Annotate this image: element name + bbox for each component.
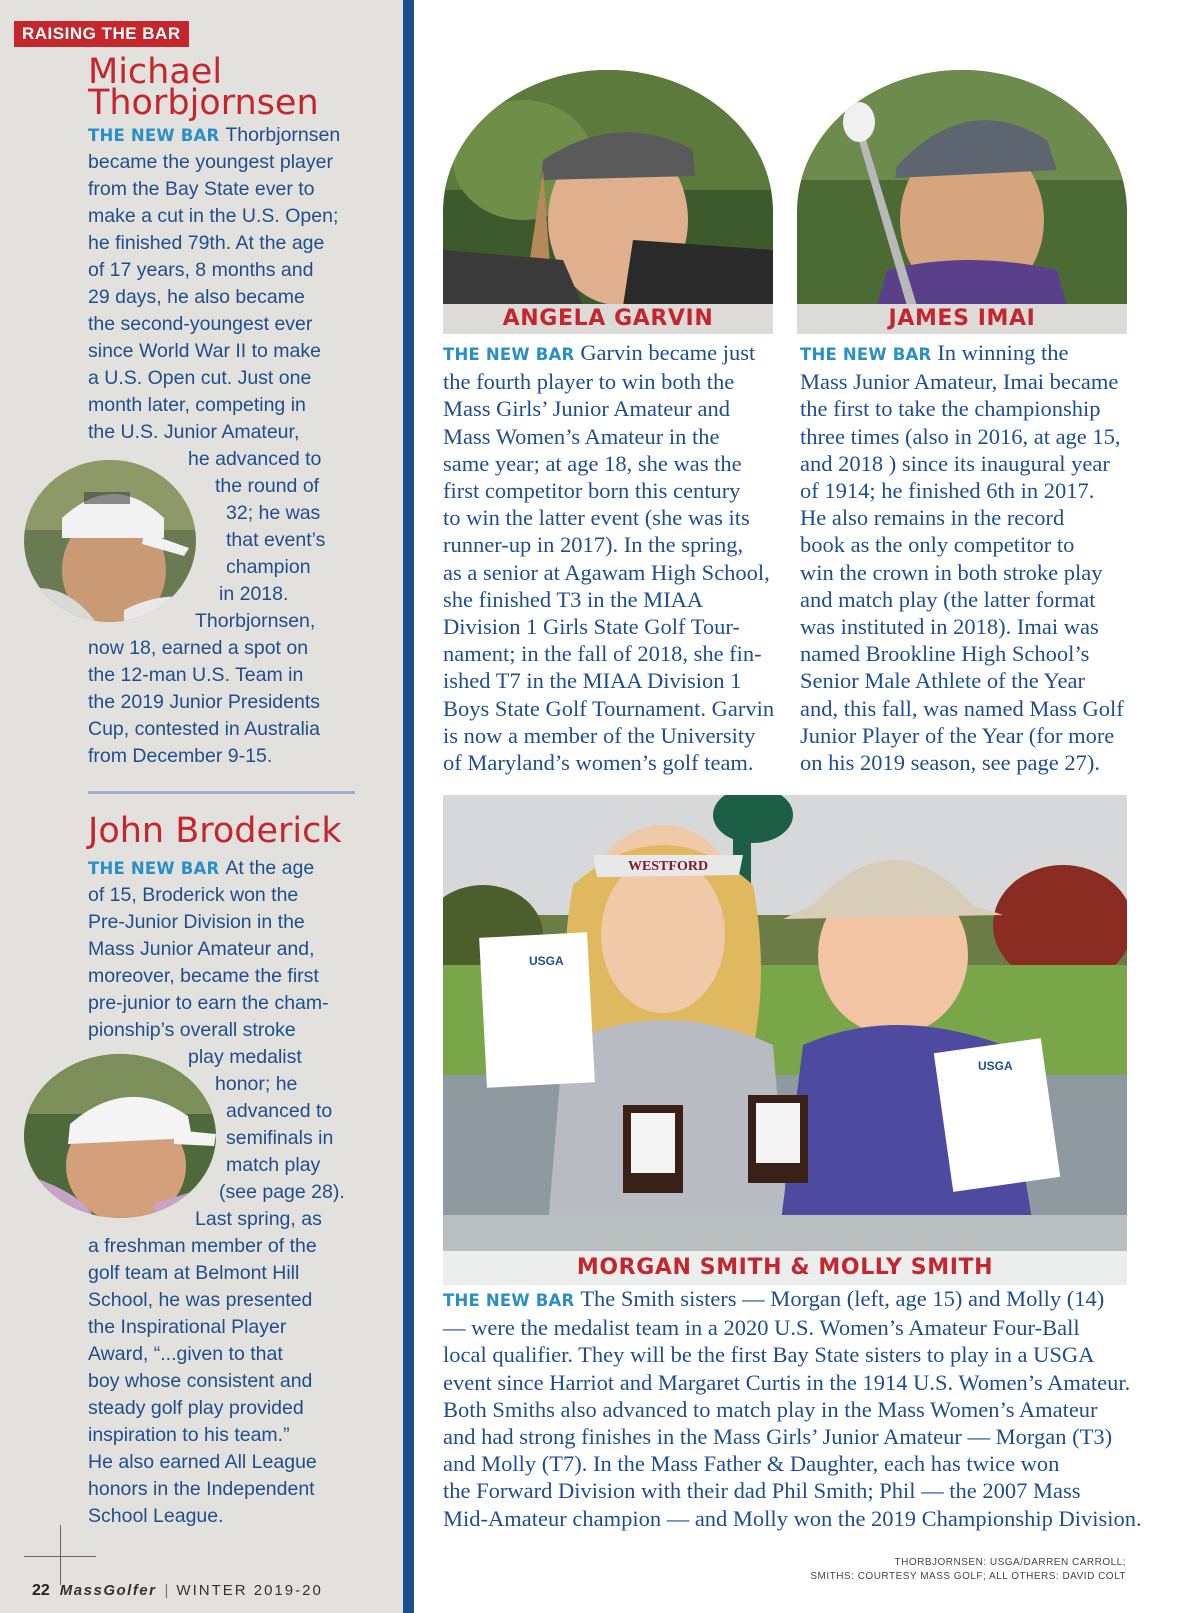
garvin-line-text: to win the latter event (she was its — [443, 505, 750, 531]
smith-line — [443, 1369, 1143, 1396]
garvin-line — [443, 368, 783, 395]
thorbjornsen-line-text: champion — [226, 556, 311, 578]
new-bar-label: THE NEW BAR — [800, 345, 938, 364]
broderick-line-text: match play — [226, 1154, 321, 1176]
issue-date: WINTER 2019-20 — [176, 1582, 323, 1599]
broderick-name: John Broderick — [88, 811, 342, 851]
broderick-line — [88, 909, 363, 936]
imai-line — [800, 395, 1140, 422]
garvin-line-text: first competitor born this century — [443, 478, 741, 504]
imai-photo — [797, 70, 1127, 306]
thorbjornsen-line — [88, 284, 363, 311]
thorbjornsen-line — [88, 689, 363, 716]
broderick-line-text: School League. — [88, 1505, 224, 1527]
imai-line-text: of 1914; he finished 6th in 2017. — [800, 478, 1095, 504]
sidebar-divider — [88, 791, 355, 794]
broderick-line — [88, 1287, 363, 1314]
broderick-line — [88, 1422, 363, 1449]
thorbjornsen-line — [88, 635, 363, 662]
smith-line — [443, 1450, 1143, 1477]
broderick-line — [88, 1314, 363, 1341]
column-rule — [403, 0, 414, 1613]
smith-line — [443, 1285, 1143, 1314]
imai-line — [800, 695, 1140, 722]
imai-line — [800, 531, 1140, 558]
broderick-line-text: golf team at Belmont Hill — [88, 1262, 300, 1284]
imai-line — [800, 586, 1140, 613]
smith-line-text: Both Smiths also advanced to match play in the Mass Women’s Amateur — [443, 1396, 1098, 1422]
new-bar-label: THE NEW BAR — [443, 345, 581, 364]
garvin-line-text: ished T7 in the MIAA Division 1 — [443, 668, 742, 694]
thorbjornsen-line-text: the 2019 Junior Presidents — [88, 691, 320, 713]
broderick-line-text: steady golf play provided — [88, 1397, 304, 1419]
imai-line-text: and 2018 ) since its inaugural year — [800, 450, 1110, 476]
broderick-line — [88, 1395, 363, 1422]
garvin-name: ANGELA GARVIN — [443, 304, 773, 334]
thorbjornsen-line-text: he finished 79th. At the age — [88, 232, 325, 254]
broderick-line-text: inspiration to his team.” — [88, 1424, 290, 1446]
garvin-line-text: runner-up in 2017). In the spring, — [443, 532, 744, 558]
broderick-line — [88, 855, 363, 882]
broderick-line-text: School, he was presented — [88, 1289, 313, 1311]
smith-line-text: The Smith sisters — Morgan (left, age 15) and Molly (14) — [580, 1286, 1105, 1311]
broderick-line-text: (see page 28). — [219, 1181, 345, 1203]
broderick-line — [88, 1449, 363, 1476]
broderick-line — [88, 1260, 363, 1287]
imai-line-text: and match play (the latter format — [800, 586, 1096, 612]
garvin-line — [443, 395, 783, 422]
imai-line — [800, 640, 1140, 667]
broderick-line — [88, 1503, 363, 1530]
thorbjornsen-line-text: since World War II to make — [88, 340, 321, 362]
garvin-line-text: Mass Women’s Amateur in the — [443, 423, 720, 449]
broderick-line — [88, 1368, 363, 1395]
thorbjornsen-line-text: of 17 years, 8 months and — [88, 259, 314, 281]
broderick-line — [88, 882, 363, 909]
garvin-line — [443, 640, 783, 667]
thorbjornsen-line — [88, 716, 363, 743]
thorbjornsen-line — [88, 392, 363, 419]
garvin-line-text: she finished T3 in the MIAA — [443, 586, 704, 612]
imai-line — [800, 339, 1140, 368]
thorbjornsen-line — [88, 365, 363, 392]
thorbjornsen-line — [88, 338, 363, 365]
garvin-line — [443, 423, 783, 450]
broderick-line-text: Award, “...given to that — [88, 1343, 283, 1365]
thorbjornsen-line-text: the U.S. Junior Amateur, — [88, 421, 300, 443]
garvin-line-text: Boys State Golf Tournament. Garvin — [443, 695, 775, 721]
broderick-line-text: boy whose consistent and — [88, 1370, 313, 1392]
broderick-line-text: Pre-Junior Division in the — [88, 911, 305, 933]
garvin-line-text: as a senior at Agawam High School, — [443, 559, 770, 585]
smith-line — [443, 1341, 1143, 1368]
imai-name: JAMES IMAI — [797, 304, 1127, 334]
new-bar-label: THE NEW BAR — [443, 1291, 581, 1310]
thorbjornsen-line-text: a U.S. Open cut. Just one — [88, 367, 312, 389]
imai-line-text: the first to take the championship — [800, 396, 1101, 422]
thorbjornsen-line-text: Cup, contested in Australia — [88, 718, 320, 740]
imai-line-text: In winning the — [937, 340, 1069, 365]
imai-line-text: Senior Male Athlete of the Year — [800, 668, 1085, 694]
smith-line — [443, 1314, 1143, 1341]
imai-text — [800, 339, 1140, 776]
broderick-line-text: pre-junior to earn the cham- — [88, 992, 329, 1014]
smith-line-text: — were the medalist team in a 2020 U.S. Women’s Amateur Four-Ball — [443, 1315, 1080, 1341]
thorbjornsen-name-line2: Thorbjornsen — [88, 83, 319, 123]
smith-line — [443, 1477, 1143, 1504]
imai-line — [800, 477, 1140, 504]
thorbjornsen-line-text: 29 days, he also became — [88, 286, 305, 308]
broderick-line — [88, 1233, 363, 1260]
garvin-line — [443, 749, 783, 776]
credit-line-2: SMITHS: COURTESY MASS GOLF; ALL OTHERS: DAVID COLT — [810, 1571, 1126, 1582]
thorbjornsen-line — [88, 743, 363, 770]
new-bar-label: THE NEW BAR — [88, 859, 226, 878]
broderick-line-text: Mass Junior Amateur and, — [88, 938, 315, 960]
broderick-line-text: At the age — [225, 857, 315, 879]
smith-line — [443, 1423, 1143, 1450]
usga-right-text: USGA — [978, 1059, 1013, 1073]
thorbjornsen-line — [88, 257, 363, 284]
garvin-line — [443, 613, 783, 640]
thorbjornsen-line-text: make a cut in the U.S. Open; — [88, 205, 339, 227]
imai-line-text: He also remains in the record — [800, 505, 1065, 531]
broderick-portrait — [24, 1054, 216, 1218]
garvin-text — [443, 339, 783, 776]
garvin-line — [443, 667, 783, 694]
smith-line-text: and had strong finishes in the Mass Girls’ Junior Amateur — Morgan (T3) — [443, 1424, 1113, 1450]
broderick-line-text: the Inspirational Player — [88, 1316, 287, 1338]
imai-line-text: book as the only competitor to — [800, 532, 1075, 558]
imai-line — [800, 450, 1140, 477]
smith-line-text: and Molly (T7). In the Mass Father & Daughter, each has twice won — [443, 1451, 1060, 1477]
garvin-line — [443, 477, 783, 504]
broderick-line — [88, 936, 363, 963]
broderick-line-text: moreover, became the first — [88, 965, 319, 987]
magazine-title: MassGolfer — [59, 1582, 157, 1599]
photo-credits — [810, 1556, 1126, 1584]
imai-line-text: named Brookline High School’s — [800, 641, 1090, 667]
thorbjornsen-line-text: the 12-man U.S. Team in — [88, 664, 304, 686]
smith-line — [443, 1396, 1143, 1423]
imai-line — [800, 368, 1140, 395]
imai-line-text: on his 2019 season, see page 27). — [800, 750, 1100, 776]
imai-line-text: win the crown in both stroke play — [800, 559, 1103, 585]
garvin-photo — [443, 70, 773, 306]
folio-separator: | — [164, 1582, 169, 1599]
imai-line — [800, 504, 1140, 531]
broderick-line-text: of 15, Broderick won the — [88, 884, 299, 906]
broderick-line-text: honors in the Independent — [88, 1478, 315, 1500]
imai-line — [800, 722, 1140, 749]
broderick-line — [88, 990, 363, 1017]
garvin-line-text: of Maryland’s women’s golf team. — [443, 750, 754, 776]
thorbjornsen-name-line1: Michael — [88, 52, 223, 92]
thorbjornsen-line-text: Thorbjornsen — [225, 124, 341, 146]
broderick-line-text: a freshman member of the — [88, 1235, 317, 1257]
thorbjornsen-line — [88, 176, 363, 203]
thorbjornsen-line-text: Thorbjornsen, — [195, 610, 316, 632]
section-tag: RAISING THE BAR — [14, 21, 189, 47]
garvin-line — [443, 504, 783, 531]
thorbjornsen-text — [88, 122, 363, 770]
garvin-line-text: same year; at age 18, she was the — [443, 450, 742, 476]
visor-text: WESTFORD — [627, 859, 709, 874]
broderick-line — [88, 1476, 363, 1503]
garvin-line — [443, 531, 783, 558]
thorbjornsen-line-text: he advanced to — [188, 448, 322, 470]
garvin-line-text: Garvin became just — [580, 340, 756, 365]
credit-line-1: THORBJORNSEN: USGA/DARREN CARROLL; — [894, 1557, 1126, 1568]
garvin-line — [443, 586, 783, 613]
thorbjornsen-portrait — [24, 460, 196, 622]
imai-line-text: Mass Junior Amateur, Imai became — [800, 369, 1119, 395]
imai-line — [800, 749, 1140, 776]
folio-crosshair-horizontal — [24, 1556, 96, 1557]
garvin-line — [443, 695, 783, 722]
imai-line-text: Junior Player of the Year (for more — [800, 722, 1115, 748]
thorbjornsen-line — [88, 149, 363, 176]
broderick-line-text: pionship’s overall stroke — [88, 1019, 296, 1041]
broderick-line-text: honor; he — [215, 1073, 298, 1095]
garvin-line-text: nament; in the fall of 2018, she fin- — [443, 641, 762, 667]
broderick-line-text: Last spring, as — [195, 1208, 322, 1230]
garvin-line — [443, 722, 783, 749]
smith-sisters-photo — [443, 795, 1127, 1285]
thorbjornsen-line — [88, 122, 363, 149]
thorbjornsen-line-text: now 18, earned a spot on — [88, 637, 309, 659]
smith-line-text: Mid-Amateur champion — and Molly won the 2019 Championship Division. — [443, 1505, 1142, 1531]
smith-line-text: the Forward Division with their dad Phil Smith; Phil — the 2007 Mass — [443, 1478, 1081, 1504]
folio-crosshair-vertical — [60, 1525, 61, 1585]
broderick-line — [88, 1341, 363, 1368]
garvin-line — [443, 450, 783, 477]
thorbjornsen-line — [88, 311, 363, 338]
thorbjornsen-line-text: in 2018. — [219, 583, 289, 605]
thorbjornsen-line-text: the round of — [215, 475, 320, 497]
smith-name: MORGAN SMITH & MOLLY SMITH — [443, 1251, 1127, 1285]
imai-line — [800, 423, 1140, 450]
imai-line-text: was instituted in 2018). Imai was — [800, 614, 1099, 640]
garvin-line — [443, 339, 783, 368]
smith-line-text: event since Harriot and Margaret Curtis in the 1914 U.S. Women’s Amateur. — [443, 1369, 1131, 1395]
thorbjornsen-line-text: that event’s — [226, 529, 326, 551]
folio — [32, 1582, 323, 1600]
smith-text — [443, 1285, 1143, 1532]
usga-left-text: USGA — [529, 954, 564, 968]
smith-line — [443, 1505, 1143, 1532]
thorbjornsen-line — [88, 662, 363, 689]
thorbjornsen-line — [88, 203, 363, 230]
garvin-line-text: Mass Girls’ Junior Amateur and — [443, 396, 731, 422]
broderick-line — [88, 963, 363, 990]
thorbjornsen-line — [88, 230, 363, 257]
thorbjornsen-line-text: became the youngest player — [88, 151, 333, 173]
broderick-line — [88, 1017, 363, 1044]
imai-line-text: and, this fall, was named Mass Golf — [800, 695, 1124, 721]
thorbjornsen-line-text: 32; he was — [226, 502, 321, 524]
thorbjornsen-line — [88, 419, 363, 446]
broderick-line-text: semifinals in — [226, 1127, 334, 1149]
imai-line — [800, 559, 1140, 586]
thorbjornsen-line-text: from December 9-15. — [88, 745, 273, 767]
broderick-line-text: He also earned All League — [88, 1451, 317, 1473]
page-number: 22 — [32, 1582, 50, 1599]
thorbjornsen-line-text: the second-youngest ever — [88, 313, 313, 335]
smith-line-text: local qualifier. They will be the first Bay State sisters to play in a USGA — [443, 1342, 1095, 1368]
new-bar-label: THE NEW BAR — [88, 126, 226, 145]
garvin-line-text: is now a member of the University — [443, 722, 756, 748]
imai-line — [800, 667, 1140, 694]
thorbjornsen-line-text: month later, competing in — [88, 394, 306, 416]
garvin-line-text: Division 1 Girls State Golf Tour- — [443, 614, 740, 640]
broderick-line-text: advanced to — [226, 1100, 333, 1122]
broderick-line-text: play medalist — [188, 1046, 302, 1068]
imai-line — [800, 613, 1140, 640]
garvin-line-text: the fourth player to win both the — [443, 369, 735, 395]
thorbjornsen-line-text: from the Bay State ever to — [88, 178, 315, 200]
garvin-line — [443, 559, 783, 586]
imai-line-text: three times (also in 2016, at age 15, — [800, 423, 1121, 449]
